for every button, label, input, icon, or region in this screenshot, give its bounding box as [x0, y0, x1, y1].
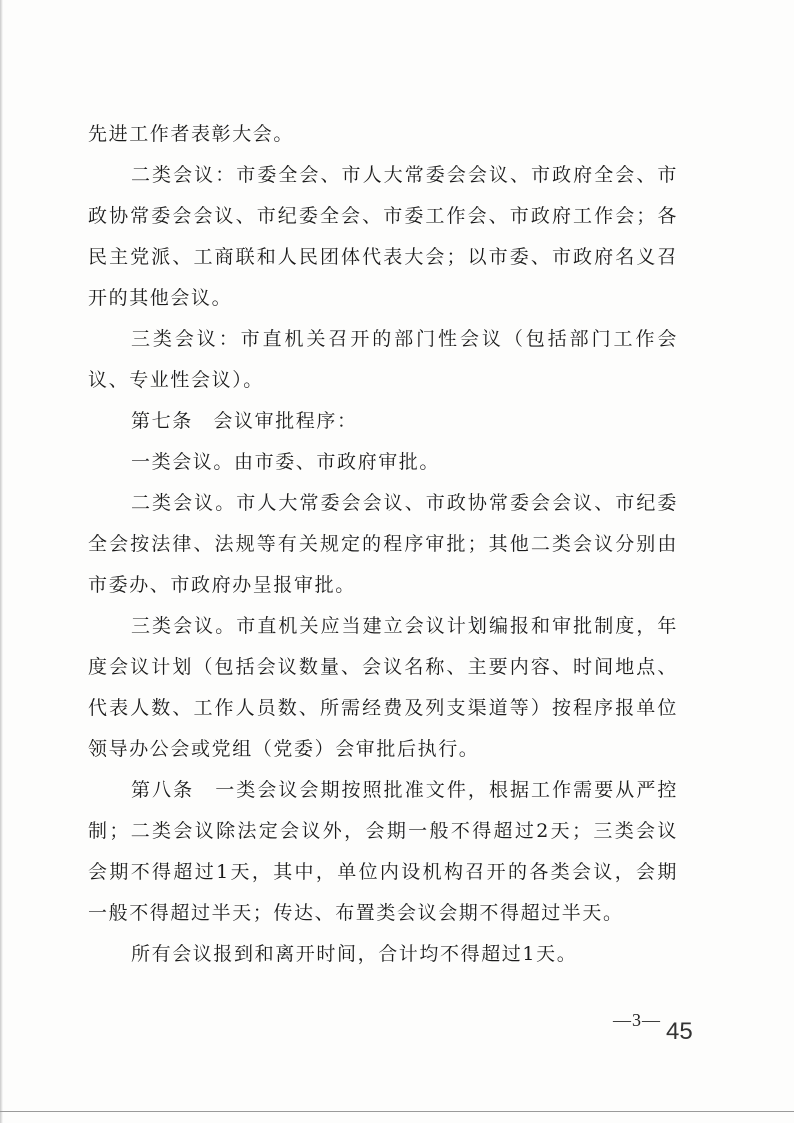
paragraph-5: 一类会议。由市委、市政府审批。 [131, 451, 441, 473]
paragraph-1: 先进工作者表彰大会。 [88, 123, 295, 145]
paragraph-3: 三类会议：市直机关召开的部门性会议（包括部门工作会议、专业性会议）。 [88, 328, 678, 391]
paragraph-2: 二类会议：市委全会、市人大常委会会议、市政府全会、市政协常委会会议、市纪委全会、市委工作会、市政府工作会；各民主党派、工商联和人民团体代表大会；以市委、市政府名义召开的其他会议。 [88, 164, 678, 309]
paragraph-8-article-8: 第八条 一类会议会期按照批准文件，根据工作需要从严控制；二类会议除法定会议外，会期一般不得超过2天；三类会议会期不得超过1天，其中，单位内设机构召开的各类会议，会期一般不得超过半天；传达、布置类会议会期不得超过半天。 [88, 779, 678, 924]
scan-bottom-line [0, 1111, 794, 1112]
document-body [88, 114, 678, 975]
page-number: —3— [613, 1010, 661, 1030]
paragraph-6: 二类会议。市人大常委会会议、市政协常委会会议、市纪委全会按法律、法规等有关规定的程序审批；其他二类会议分别由市委办、市政府办呈报审批。 [88, 492, 678, 596]
stamp-number: 45 [666, 1018, 693, 1045]
paragraph-4-article-7: 第七条 会议审批程序： [131, 410, 358, 432]
scan-edge-shadow [0, 0, 3, 1123]
paragraph-7: 三类会议。市直机关应当建立会议计划编报和审批制度，年度会议计划（包括会议数量、会议名称、主要内容、时间地点、代表人数、工作人员数、所需经费及列支渠道等）按程序报单位领导办公会或党组（党委）会审批后执行。 [88, 615, 678, 760]
paragraph-9: 所有会议报到和离开时间，合计均不得超过1天。 [131, 943, 578, 965]
